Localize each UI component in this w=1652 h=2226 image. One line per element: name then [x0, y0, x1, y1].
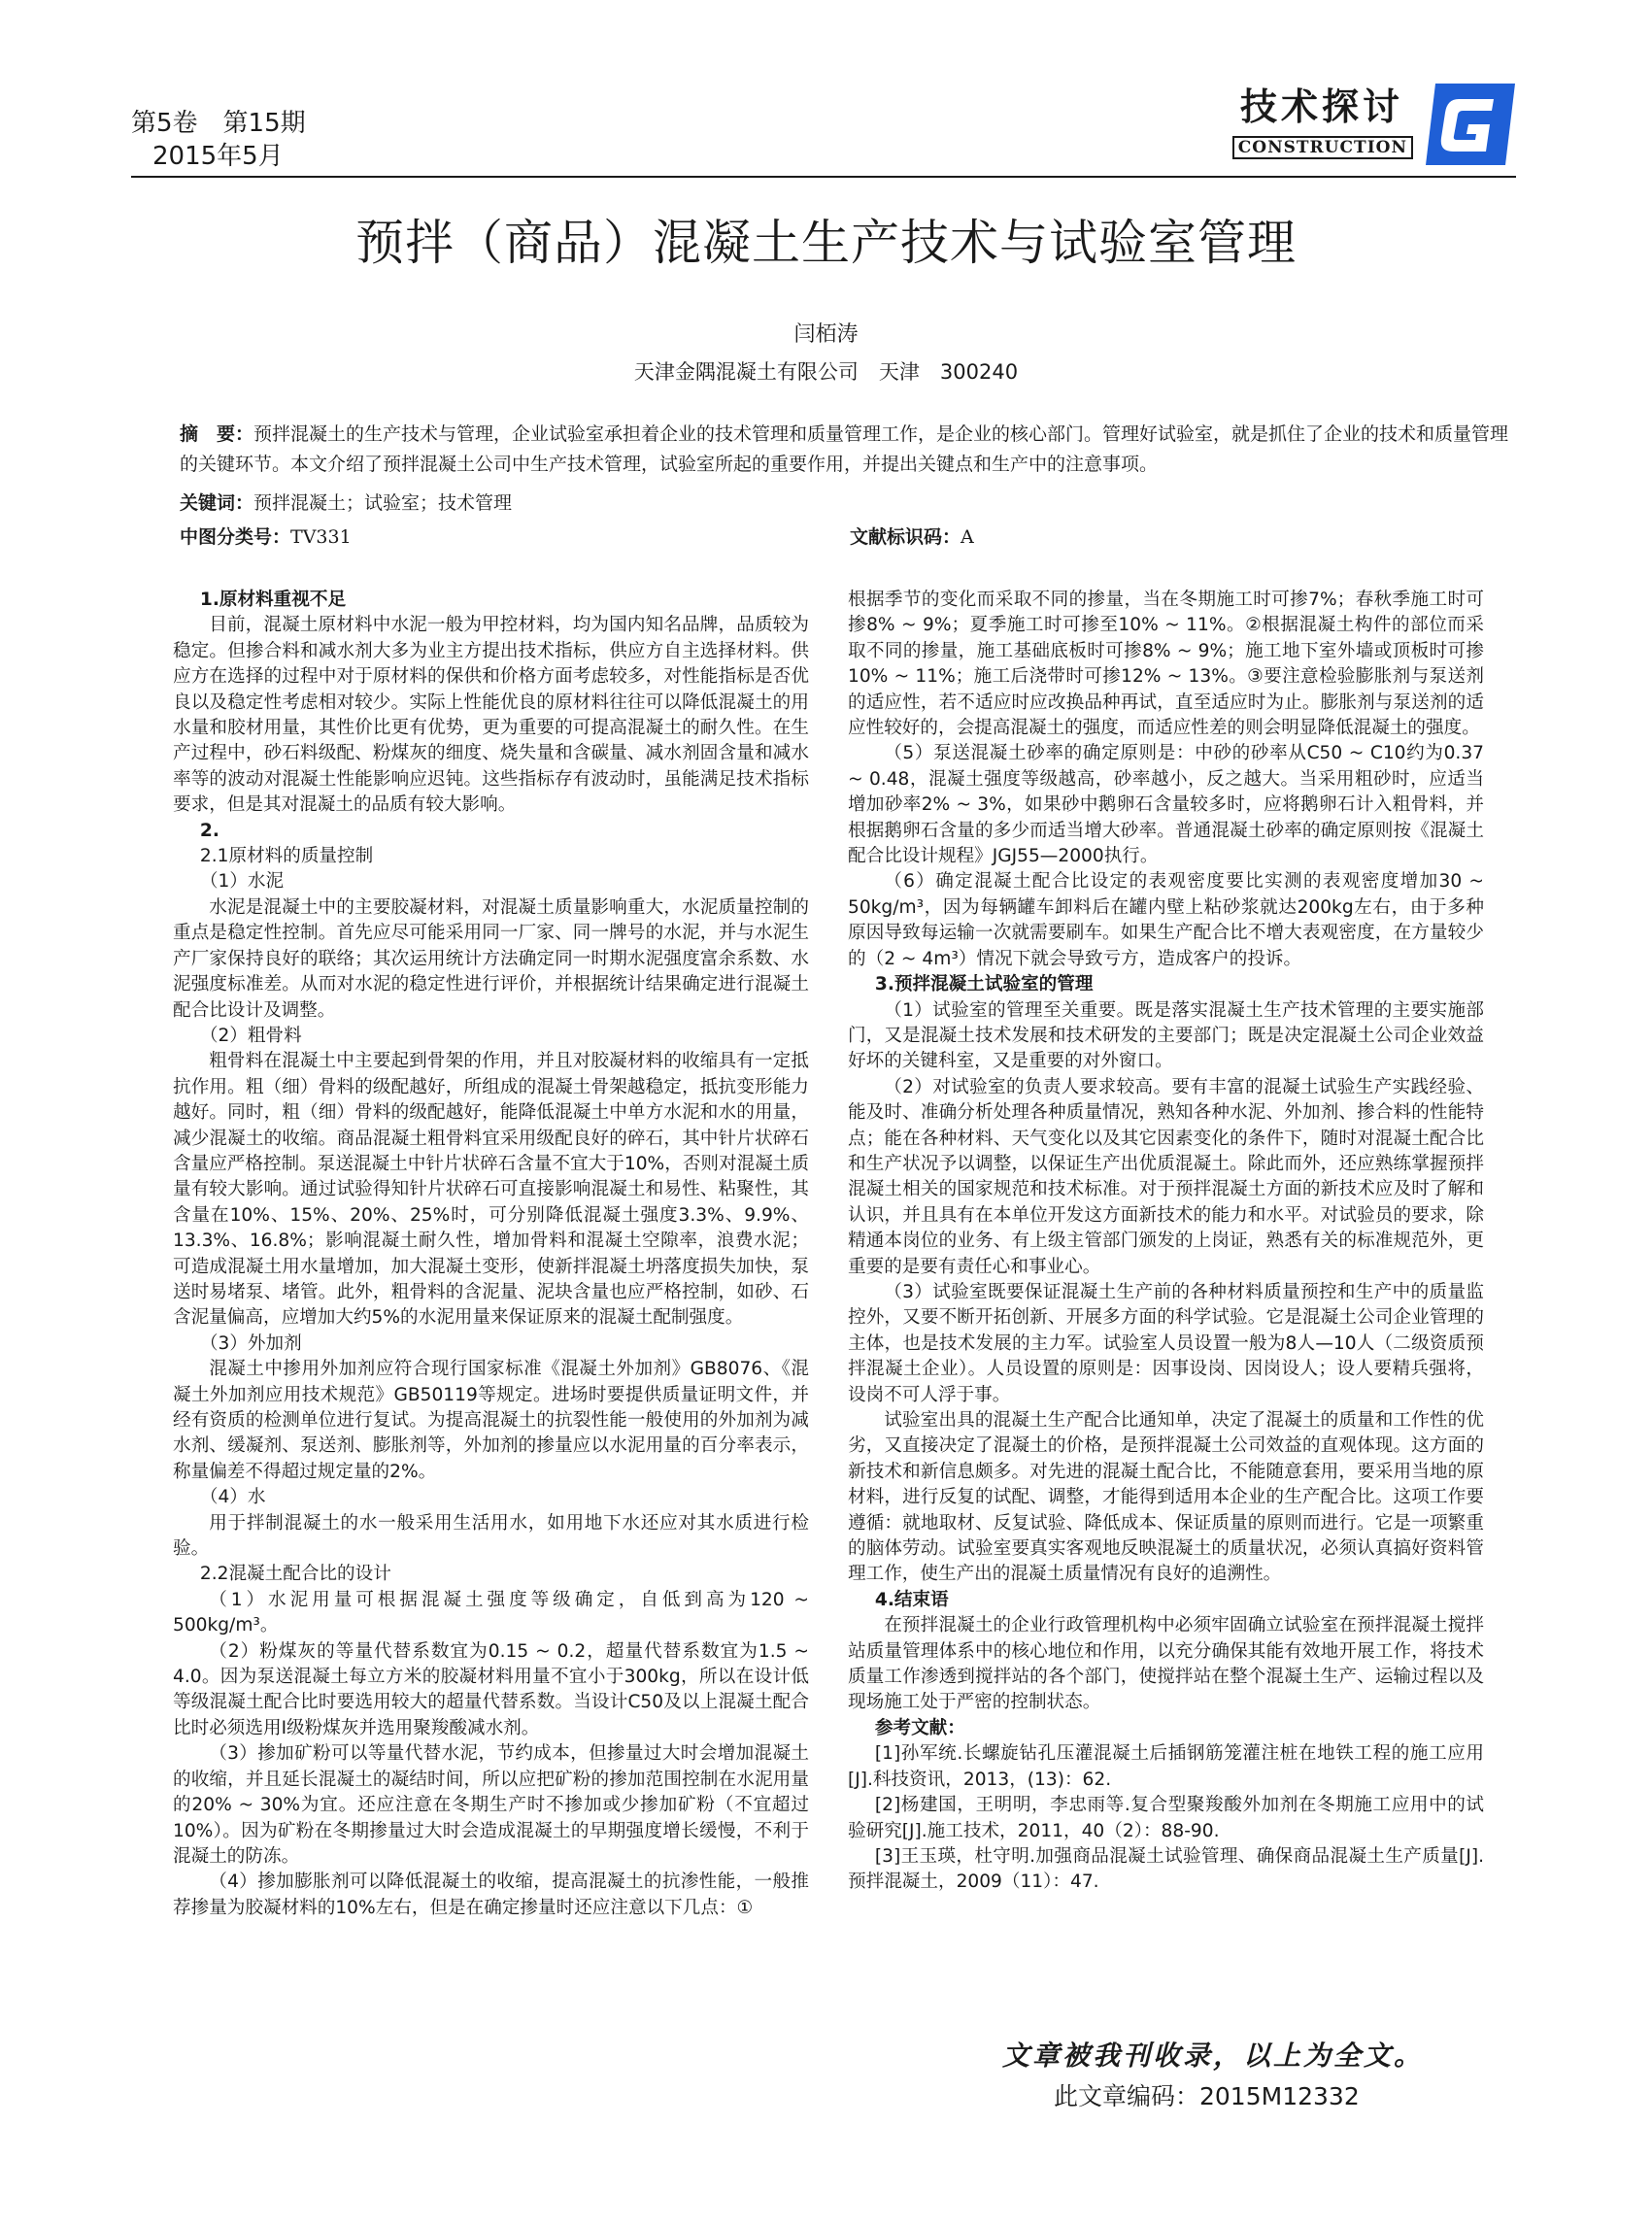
section-heading: 4.结束语: [874, 1589, 949, 1610]
doc-code-text: A: [961, 526, 974, 548]
closing-note: 文章被我刊收录，以上为全文。: [1002, 2040, 1425, 2072]
article-title: 预拌（商品）混凝土生产技术与试验室管理: [355, 215, 1297, 271]
body-paragraph: （2）粉煤灰的等量代替系数宜为0.15 ~ 0.2，超量代替系数宜为1.5 ~ 4.0。因为泵送混凝土每立方米的胶凝材料用量不宜小于300kg，所以在设计低等级混凝土配合比时要选用较大的超量代替系数。当设计C50及以上混凝土配合比时必须选用Ⅰ级粉煤灰并选用聚羧酸减水剂。: [173, 1640, 809, 1738]
subsection-heading: 2.2混凝土配合比的设计: [199, 1564, 391, 1585]
body-paragraph: 粗骨料在混凝土中主要起到骨架的作用，并且对胶凝材料的收缩具有一定抵抗作用。粗（细）骨料的级配越好，所组成的混凝土骨架越稳定，抵抗变形能力越好。同时，粗（细）骨料的级配越好，能降低混凝土中单方水泥和水的用量，减少混凝土的收缩。商品混凝土粗骨料宜采用级配良好的碎石，其中针片状碎石含量应严格控制。泵送混凝土中针片状碎石含量不宜大于10%，否则对混凝土质量有较大影响。通过试验得知针片状碎石可直接影响混凝土和易性、粘聚性，其含量在10%、15%、20%、25%时，可分别降低混凝土强度3.3%、9.9%、13.3%、16.8%；影响混凝土耐久性，增加骨料和混凝土空隙率，浪费水泥；可造成混凝土用水量增加，加大混凝土变形，使新拌混凝土坍落度损失加快，泵送时易堵泵、堵管。此外，粗骨料的含泥量、泥块含量也应严格控制，如砂、石含泥量偏高，应增加大约5%的水泥用量来保证原来的混凝土配制强度。: [173, 1051, 809, 1329]
section-heading: 3.预拌混凝土试验室的管理: [874, 974, 1094, 995]
doc-code-label: 文献标识码：: [850, 526, 961, 548]
abstract: [180, 420, 1520, 480]
section-heading: 1.原材料重视不足: [199, 590, 347, 610]
subsection-heading: （1）水泥: [199, 871, 285, 893]
issue-date: 2015年5月: [152, 142, 284, 171]
article-author: 闫栢涛: [793, 322, 859, 347]
section-heading: 2.: [199, 820, 219, 841]
document-code: [850, 523, 974, 552]
classification-text: TV331: [290, 526, 352, 548]
body-paragraph: （2）对试验室的负责人要求较高。要有丰富的混凝土试验生产实践经验、能及时、准确分析处理各种质量情况，熟知各种水泥、外加剂、掺合料的性能特点；能在各种材料、天气变化以及其它因素变化的条件下，随时对混凝土配合比和生产状况予以调整，以保证生产出优质混凝土。除此而外，还应熟练掌握预拌混凝土相关的国家规范和技术标准。对于预拌混凝土方面的新技术应及时了解和认识，并且具有在本单位开发这方面新技术的能力和水平。对试验员的要求，除精通本岗位的业务、有上级主管部门颁发的上岗证，熟悉有关的标准规范外，更重要的是要有责任心和事业心。: [848, 1076, 1484, 1277]
body-paragraph: 混凝土中掺用外加剂应符合现行国家标准《混凝土外加剂》GB8076、《混凝土外加剂应用技术规范》GB50119等规定。进场时要提供质量证明文件，并经有资质的检测单位进行复试。为提高混凝土的抗裂性能一般使用的外加剂为减水剂、缓凝剂、泵送剂、膨胀剂等，外加剂的掺量应以水泥用量的百分率表示，称量偏差不得超过规定量的2%。: [173, 1359, 809, 1482]
body-paragraph: 水泥是混凝土中的主要胶凝材料，对混凝土质量影响重大，水泥质量控制的重点是稳定性控制。首先应尽可能采用同一厂家、同一牌号的水泥，并与水泥生产厂家保持良好的联络；其次运用统计方法确定同一时期水泥强度富余系数、水泥强度标准差。从而对水泥的稳定性进行评价，并根据统计结果确定进行混凝土配合比设计及调整。: [173, 896, 809, 1021]
reference-item: [3]王玉瑛，杜守明.加强商品混凝土试验管理、确保商品混凝土生产质量[J].预拌混凝土，2009（11）：47.: [848, 1845, 1484, 1893]
classification-label: 中图分类号：: [180, 526, 291, 548]
reference-item: [2]杨建国，王明明，李忠雨等.复合型聚羧酸外加剂在冬期施工应用中的试验研究[J].施工技术，2011，40（2）：88-90.: [848, 1795, 1484, 1841]
journal-brand: [1185, 85, 1423, 165]
body-paragraph: （1）水泥用量可根据混凝土强度等级确定，自低到高为120 ~ 500kg/m³。: [173, 1589, 809, 1636]
subsection-heading: （2）粗骨料: [199, 1025, 302, 1046]
keywords-text: 预拌混凝土；试验室；技术管理: [253, 492, 513, 514]
section-heading: 参考文献：: [874, 1717, 965, 1738]
article-affiliation: 天津金隅混凝土有限公司 天津 300240: [633, 360, 1019, 384]
body-paragraph: （5）泵送混凝土砂率的确定原则是：中砂的砂率从C50 ~ C10约为0.37 ~ 0.48，混凝土强度等级越高，砂率越小，反之越大。当采用粗砂时，应适当增加砂率2% ~ 3%，如果砂中鹅卵石含量较多时，应将鹅卵石计入粗骨料，并根据鹅卵石含量的多少而适当增大砂率。普通混凝土砂率的确定原则按《混凝土配合比设计规程》JGJ55—2000执行。: [848, 743, 1484, 867]
body-paragraph: 根据季节的变化而采取不同的掺量，当在冬期施工时可掺7%；春秋季施工时可掺8% ~ 9%；夏季施工时可掺至10% ~ 11%。②根据混凝土构件的部位而采取不同的掺量，施工基础底板时可掺8% ~ 9%；施工地下室外墙或顶板时可掺10% ~ 11%；施工后浇带时可掺12% ~ 13%。③要注意检验膨胀剂与泵送剂的适应性，若不适应时应改换品种再试，直至适应时为止。膨胀剂与泵送剂的适应性较好的，会提高混凝土的强度，而适应性差的则会明显降低混凝土的强度。: [848, 590, 1484, 739]
body-paragraph: 在预拌混凝土的企业行政管理机构中必须牢固确立试验室在预拌混凝土搅拌站质量管理体系中的核心地位和作用，以充分确保其能有效地开展工作，将技术质量工作渗透到搅拌站的各个部门，使搅拌站在整个混凝土生产、运输过程以及现场施工处于严密的控制状态。: [848, 1615, 1484, 1713]
body-paragraph: 目前，混凝土原材料中水泥一般为甲控材料，均为国内知名品牌，品质较为稳定。但掺合料和减水剂大多为业主方提出技术指标，供应方自主选择材料。供应方在选择的过程中对于原材料的保供和价格方面考虑较多，对性能指标是否优良以及稳定性考虑相对较少。实际上性能优良的原材料往往可以降低混凝土的用水量和胶材用量，其性价比更有优势，更为重要的可提高混凝土的耐久性。在生产过程中，砂石料级配、粉煤灰的细度、烧失量和含碳量、减水剂固含量和减水率等的波动对混凝土性能影响应迟钝。这些指标存有波动时，虽能满足技术指标要求，但是其对混凝土的品质有较大影响。: [173, 615, 809, 816]
volume-issue: 第5卷 第15期: [131, 109, 306, 138]
classification: [180, 523, 352, 552]
body-paragraph: （1）试验室的管理至关重要。既是落实混凝土生产技术管理的主要实施部门，又是混凝土技术发展和技术研发的主要部门；既是决定混凝土公司企业效益好坏的关键科室，又是重要的对外窗口。: [848, 999, 1484, 1072]
subsection-heading: 2.1原材料的质量控制: [199, 846, 374, 867]
left-column: [173, 588, 809, 1921]
keywords-label: 关键词：: [180, 492, 254, 514]
header-rule: [131, 176, 1516, 178]
body-paragraph: （6）确定混凝土配合比设定的表观密度要比实测的表观密度增加30 ~ 50kg/m³，因为每辆罐车卸料后在罐内壁上粘砂浆就达200kg左右，由于多种原因导致每运输一次就需要刷车。如果生产配合比不增大表观密度，在方量较少的（2 ~ 4m³）情况下就会导致亏方，造成客户的投诉。: [848, 871, 1484, 969]
body-paragraph: 用于拌制混凝土的水一般采用生活用水，如用地下水还应对其水质进行检验。: [173, 1512, 809, 1560]
body-paragraph: （4）掺加膨胀剂可以降低混凝土的收缩，提高混凝土的抗渗性能，一般推荐掺量为胶凝材料的10%左右，但是在确定掺量时还应注意以下几点：①: [173, 1872, 809, 1918]
body-paragraph: （3）试验室既要保证混凝土生产前的各种材料质量预控和生产中的质量监控外，又要不断开拓创新、开展多方面的科学试验。它是混凝土公司企业管理的主体，也是技术发展的主力军。试验室人员设置一般为8人—10人（二级资质预拌混凝土企业）。人员设置的原则是：因事设岗、因岗设人；设人要精兵强将，设岗不可人浮于事。: [848, 1281, 1484, 1405]
reference-item: [1]孙军统.长螺旋钻孔压灌混凝土后插钢筋笼灌注桩在地铁工程的施工应用[J].科技资讯，2013，(13)：62.: [848, 1743, 1484, 1790]
subsection-heading: （3）外加剂: [199, 1332, 302, 1354]
body-paragraph: （3）掺加矿粉可以等量代替水泥，节约成本，但掺量过大时会增加混凝土的收缩，并且延长混凝土的凝结时间，所以应把矿粉的掺加范围控制在水泥用量的20% ~ 30%为宜。还应注意在冬期生产时不掺加或少掺加矿粉（不宜超过10%）。因为矿粉在冬期掺量过大时会造成混凝土的早期强度增长缓慢，不利于混凝土的防冻。: [173, 1743, 809, 1867]
abstract-label: 摘 要：: [180, 423, 254, 445]
journal-logo-icon: [1426, 84, 1515, 165]
article-code: 此文章编码：2015M12332: [1054, 2082, 1360, 2110]
abstract-text: 预拌混凝土的生产技术与管理，企业试验室承担着企业的技术管理和质量管理工作，是企业的核心部门。管理好试验室，就是抓住了企业的技术和质量管理的关键环节。本文介绍了预拌混凝土公司中生产技术管理，试验室所起的重要作用，并提出关键点和生产中的注意事项。: [180, 423, 1509, 475]
right-column: [848, 588, 1484, 1896]
keywords: [180, 489, 512, 518]
body-paragraph: 试验室出具的混凝土生产配合比通知单，决定了混凝土的质量和工作性的优劣，又直接决定了混凝土的价格，是预拌混凝土公司效益的直观体现。这方面的新技术和新信息颇多。对先进的混凝土配合比，不能随意套用，要采用当地的原材料，进行反复的试配、调整，才能得到适用本企业的生产配合比。这项工作要遵循：就地取材、反复试验、降低成本、保证质量的原则而进行。它是一项繁重的脑体劳动。试验室要真实客观地反映混凝土的质量状况，必须认真搞好资料管理工作，使生产出的混凝土质量情况有良好的追溯性。: [848, 1410, 1484, 1585]
brand-chinese: 技术探讨: [1239, 85, 1403, 128]
issue-info: [131, 107, 306, 173]
brand-english: CONSTRUCTION: [1232, 136, 1413, 159]
subsection-heading: （4）水: [199, 1487, 266, 1508]
